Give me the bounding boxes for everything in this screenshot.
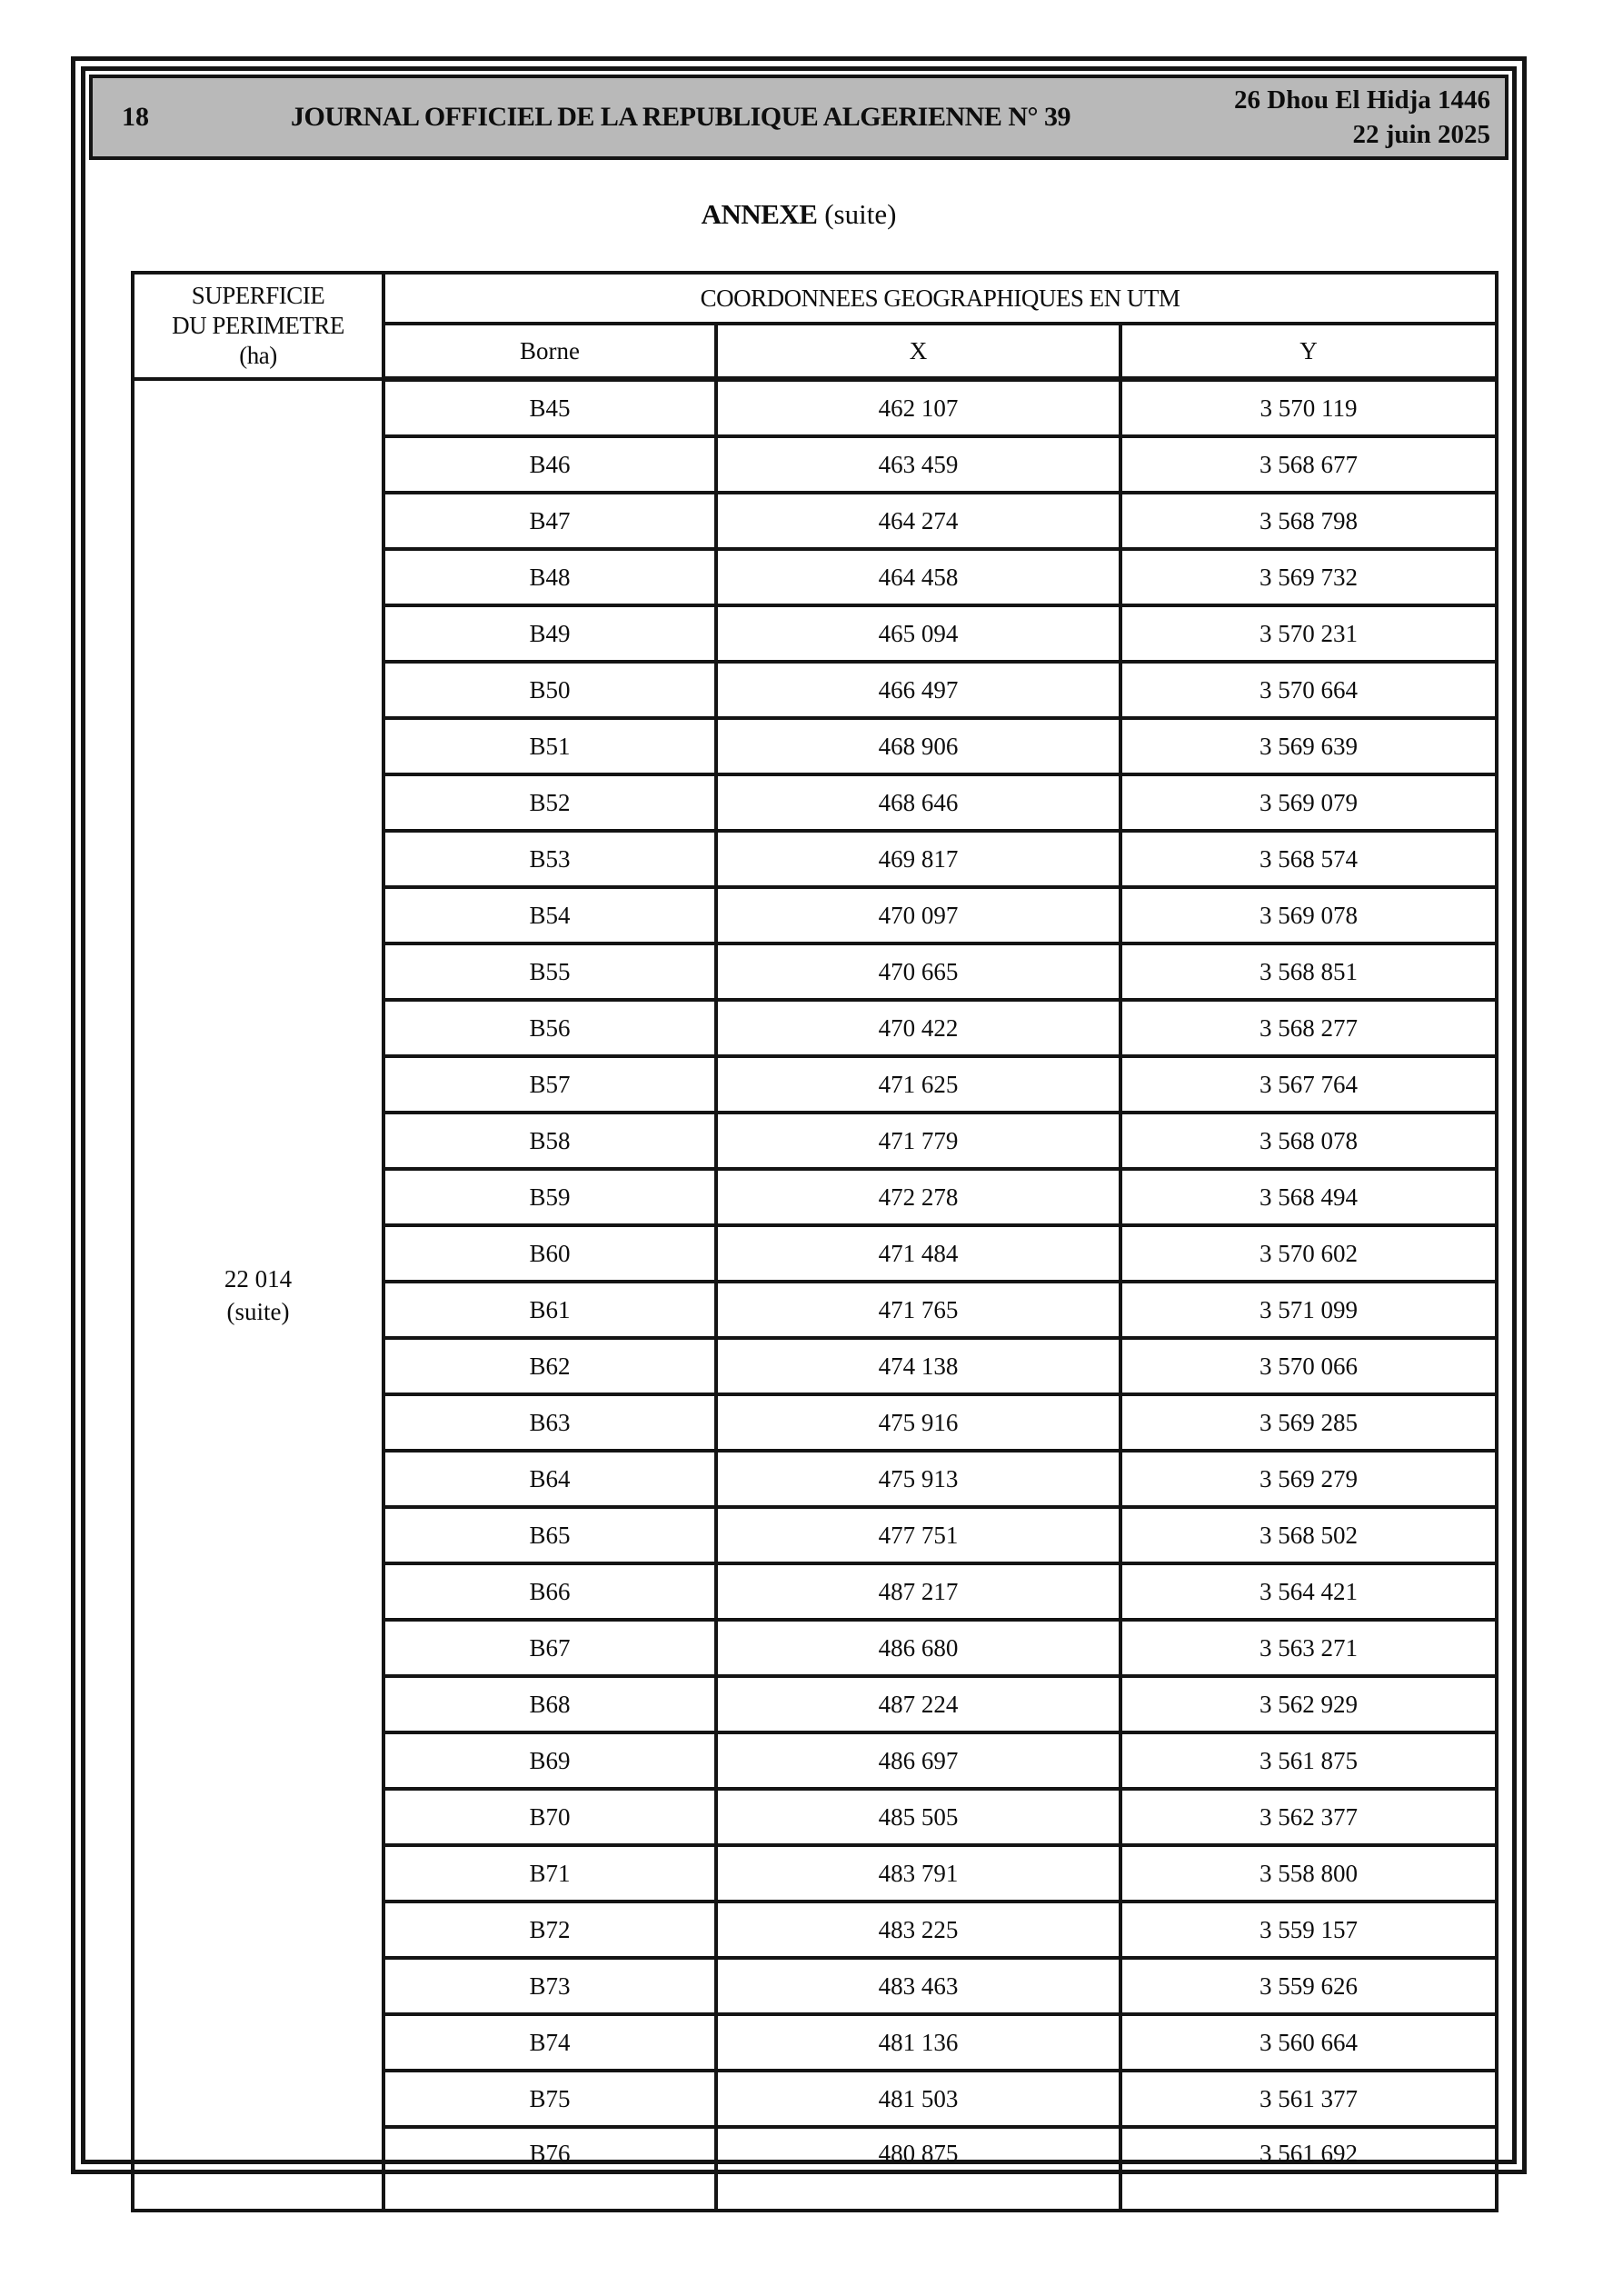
y-coordinate-cell: 3 569 732 xyxy=(1120,549,1497,605)
borne-cell: B49 xyxy=(383,605,716,662)
borne-cell: B62 xyxy=(383,1338,716,1394)
y-coordinate-cell: 3 559 626 xyxy=(1120,1958,1497,2014)
y-coordinate-cell: 3 570 602 xyxy=(1120,1225,1497,1282)
borne-cell: B57 xyxy=(383,1056,716,1113)
borne-cell: B64 xyxy=(383,1451,716,1507)
borne-cell: B53 xyxy=(383,831,716,887)
borne-cell: B73 xyxy=(383,1958,716,2014)
borne-cell: B50 xyxy=(383,662,716,718)
x-coordinate-cell: 470 097 xyxy=(716,887,1120,943)
x-coordinate-cell: 463 459 xyxy=(716,436,1120,493)
y-coordinate-cell: 3 570 664 xyxy=(1120,662,1497,718)
x-coordinate-cell: 483 225 xyxy=(716,1902,1120,1958)
x-coordinate-cell: 471 625 xyxy=(716,1056,1120,1113)
x-coordinate-cell: 468 646 xyxy=(716,774,1120,831)
x-coordinate-cell: 481 503 xyxy=(716,2071,1120,2127)
y-coordinate-cell: 3 559 157 xyxy=(1120,1902,1497,1958)
y-coordinate-cell: 3 561 692 xyxy=(1120,2127,1497,2211)
annexe-title xyxy=(85,198,1512,231)
x-coordinate-cell: 486 680 xyxy=(716,1620,1120,1676)
y-coordinate-cell: 3 561 875 xyxy=(1120,1732,1497,1789)
y-coordinate-cell: 3 569 078 xyxy=(1120,887,1497,943)
journal-title: JOURNAL OFFICIEL DE LA REPUBLIQUE ALGERIENNE N° 39 xyxy=(291,102,1070,132)
x-coordinate-cell: 481 136 xyxy=(716,2014,1120,2071)
y-coordinate-cell: 3 568 851 xyxy=(1120,943,1497,1000)
y-coordinate-cell: 3 570 066 xyxy=(1120,1338,1497,1394)
page-frame-outer xyxy=(71,56,1527,2174)
y-coordinate-cell: 3 568 677 xyxy=(1120,436,1497,493)
y-coordinate-cell: 3 568 574 xyxy=(1120,831,1497,887)
x-coordinate-cell: 472 278 xyxy=(716,1169,1120,1225)
borne-cell: B71 xyxy=(383,1845,716,1902)
borne-cell: B63 xyxy=(383,1394,716,1451)
coords-table-body xyxy=(133,379,1497,2211)
x-coordinate-cell: 475 916 xyxy=(716,1394,1120,1451)
coordinates-table xyxy=(131,271,1499,2212)
y-coordinate-cell: 3 568 277 xyxy=(1120,1000,1497,1056)
y-coordinate-cell: 3 567 764 xyxy=(1120,1056,1497,1113)
y-coordinate-cell: 3 570 231 xyxy=(1120,605,1497,662)
y-coordinate-cell: 3 562 929 xyxy=(1120,1676,1497,1732)
x-coordinate-cell: 469 817 xyxy=(716,831,1120,887)
y-coordinate-cell: 3 571 099 xyxy=(1120,1282,1497,1338)
y-coordinate-cell: 3 558 800 xyxy=(1120,1845,1497,1902)
borne-cell: B72 xyxy=(383,1902,716,1958)
coordinates-group-header: COORDONNEES GEOGRAPHIQUES EN UTM xyxy=(383,273,1497,324)
x-coordinate-cell: 465 094 xyxy=(716,605,1120,662)
borne-cell: B56 xyxy=(383,1000,716,1056)
x-coordinate-cell: 471 779 xyxy=(716,1113,1120,1169)
x-coordinate-cell: 486 697 xyxy=(716,1732,1120,1789)
header-dates xyxy=(1141,83,1505,152)
x-coordinate-cell: 462 107 xyxy=(716,379,1120,436)
annexe-title-suite: (suite) xyxy=(824,198,897,230)
y-coordinate-cell: 3 568 502 xyxy=(1120,1507,1497,1563)
borne-cell: B75 xyxy=(383,2071,716,2127)
y-coordinate-cell: 3 569 079 xyxy=(1120,774,1497,831)
borne-cell: B58 xyxy=(383,1113,716,1169)
date-gregorian: 22 juin 2025 xyxy=(1352,120,1490,149)
x-coordinate-cell: 470 422 xyxy=(716,1000,1120,1056)
borne-cell: B65 xyxy=(383,1507,716,1563)
borne-cell: B74 xyxy=(383,2014,716,2071)
borne-cell: B70 xyxy=(383,1789,716,1845)
borne-cell: B51 xyxy=(383,718,716,774)
y-coordinate-cell: 3 568 494 xyxy=(1120,1169,1497,1225)
superficie-value-cell: 22 014 (suite) xyxy=(133,379,383,2211)
x-coordinate-cell: 464 458 xyxy=(716,549,1120,605)
borne-cell: B67 xyxy=(383,1620,716,1676)
borne-cell: B48 xyxy=(383,549,716,605)
y-column-header: Y xyxy=(1120,324,1497,379)
x-coordinate-cell: 477 751 xyxy=(716,1507,1120,1563)
x-coordinate-cell: 487 217 xyxy=(716,1563,1120,1620)
borne-cell: B45 xyxy=(383,379,716,436)
x-coordinate-cell: 483 463 xyxy=(716,1958,1120,2014)
borne-cell: B46 xyxy=(383,436,716,493)
borne-cell: B76 xyxy=(383,2127,716,2211)
y-coordinate-cell: 3 568 798 xyxy=(1120,493,1497,549)
borne-cell: B47 xyxy=(383,493,716,549)
x-coordinate-cell: 474 138 xyxy=(716,1338,1120,1394)
borne-cell: B61 xyxy=(383,1282,716,1338)
x-coordinate-cell: 471 484 xyxy=(716,1225,1120,1282)
x-column-header: X xyxy=(716,324,1120,379)
x-coordinate-cell: 480 875 xyxy=(716,2127,1120,2211)
borne-cell: B55 xyxy=(383,943,716,1000)
x-coordinate-cell: 464 274 xyxy=(716,493,1120,549)
y-coordinate-cell: 3 570 119 xyxy=(1120,379,1497,436)
y-coordinate-cell: 3 563 271 xyxy=(1120,1620,1497,1676)
x-coordinate-cell: 468 906 xyxy=(716,718,1120,774)
borne-cell: B59 xyxy=(383,1169,716,1225)
x-coordinate-cell: 466 497 xyxy=(716,662,1120,718)
borne-cell: B66 xyxy=(383,1563,716,1620)
x-coordinate-cell: 485 505 xyxy=(716,1789,1120,1845)
x-coordinate-cell: 470 665 xyxy=(716,943,1120,1000)
y-coordinate-cell: 3 561 377 xyxy=(1120,2071,1497,2127)
table-row xyxy=(133,379,1497,436)
y-coordinate-cell: 3 564 421 xyxy=(1120,1563,1497,1620)
borne-cell: B60 xyxy=(383,1225,716,1282)
x-coordinate-cell: 483 791 xyxy=(716,1845,1120,1902)
x-coordinate-cell: 487 224 xyxy=(716,1676,1120,1732)
borne-cell: B69 xyxy=(383,1732,716,1789)
y-coordinate-cell: 3 569 279 xyxy=(1120,1451,1497,1507)
journal-header-bar xyxy=(89,75,1508,160)
annexe-title-main: ANNEXE xyxy=(701,198,818,230)
table-header-row-1 xyxy=(133,273,1497,324)
x-coordinate-cell: 471 765 xyxy=(716,1282,1120,1338)
borne-cell: B68 xyxy=(383,1676,716,1732)
superficie-header: SUPERFICIE DU PERIMETRE (ha) xyxy=(133,273,383,379)
borne-cell: B54 xyxy=(383,887,716,943)
borne-cell: B52 xyxy=(383,774,716,831)
y-coordinate-cell: 3 569 285 xyxy=(1120,1394,1497,1451)
y-coordinate-cell: 3 560 664 xyxy=(1120,2014,1497,2071)
page-number: 18 xyxy=(122,102,149,132)
y-coordinate-cell: 3 562 377 xyxy=(1120,1789,1497,1845)
date-hijri: 26 Dhou El Hidja 1446 xyxy=(1234,85,1490,115)
page-frame-inner xyxy=(81,66,1517,2167)
borne-column-header: Borne xyxy=(383,324,716,379)
y-coordinate-cell: 3 568 078 xyxy=(1120,1113,1497,1169)
y-coordinate-cell: 3 569 639 xyxy=(1120,718,1497,774)
x-coordinate-cell: 475 913 xyxy=(716,1451,1120,1507)
